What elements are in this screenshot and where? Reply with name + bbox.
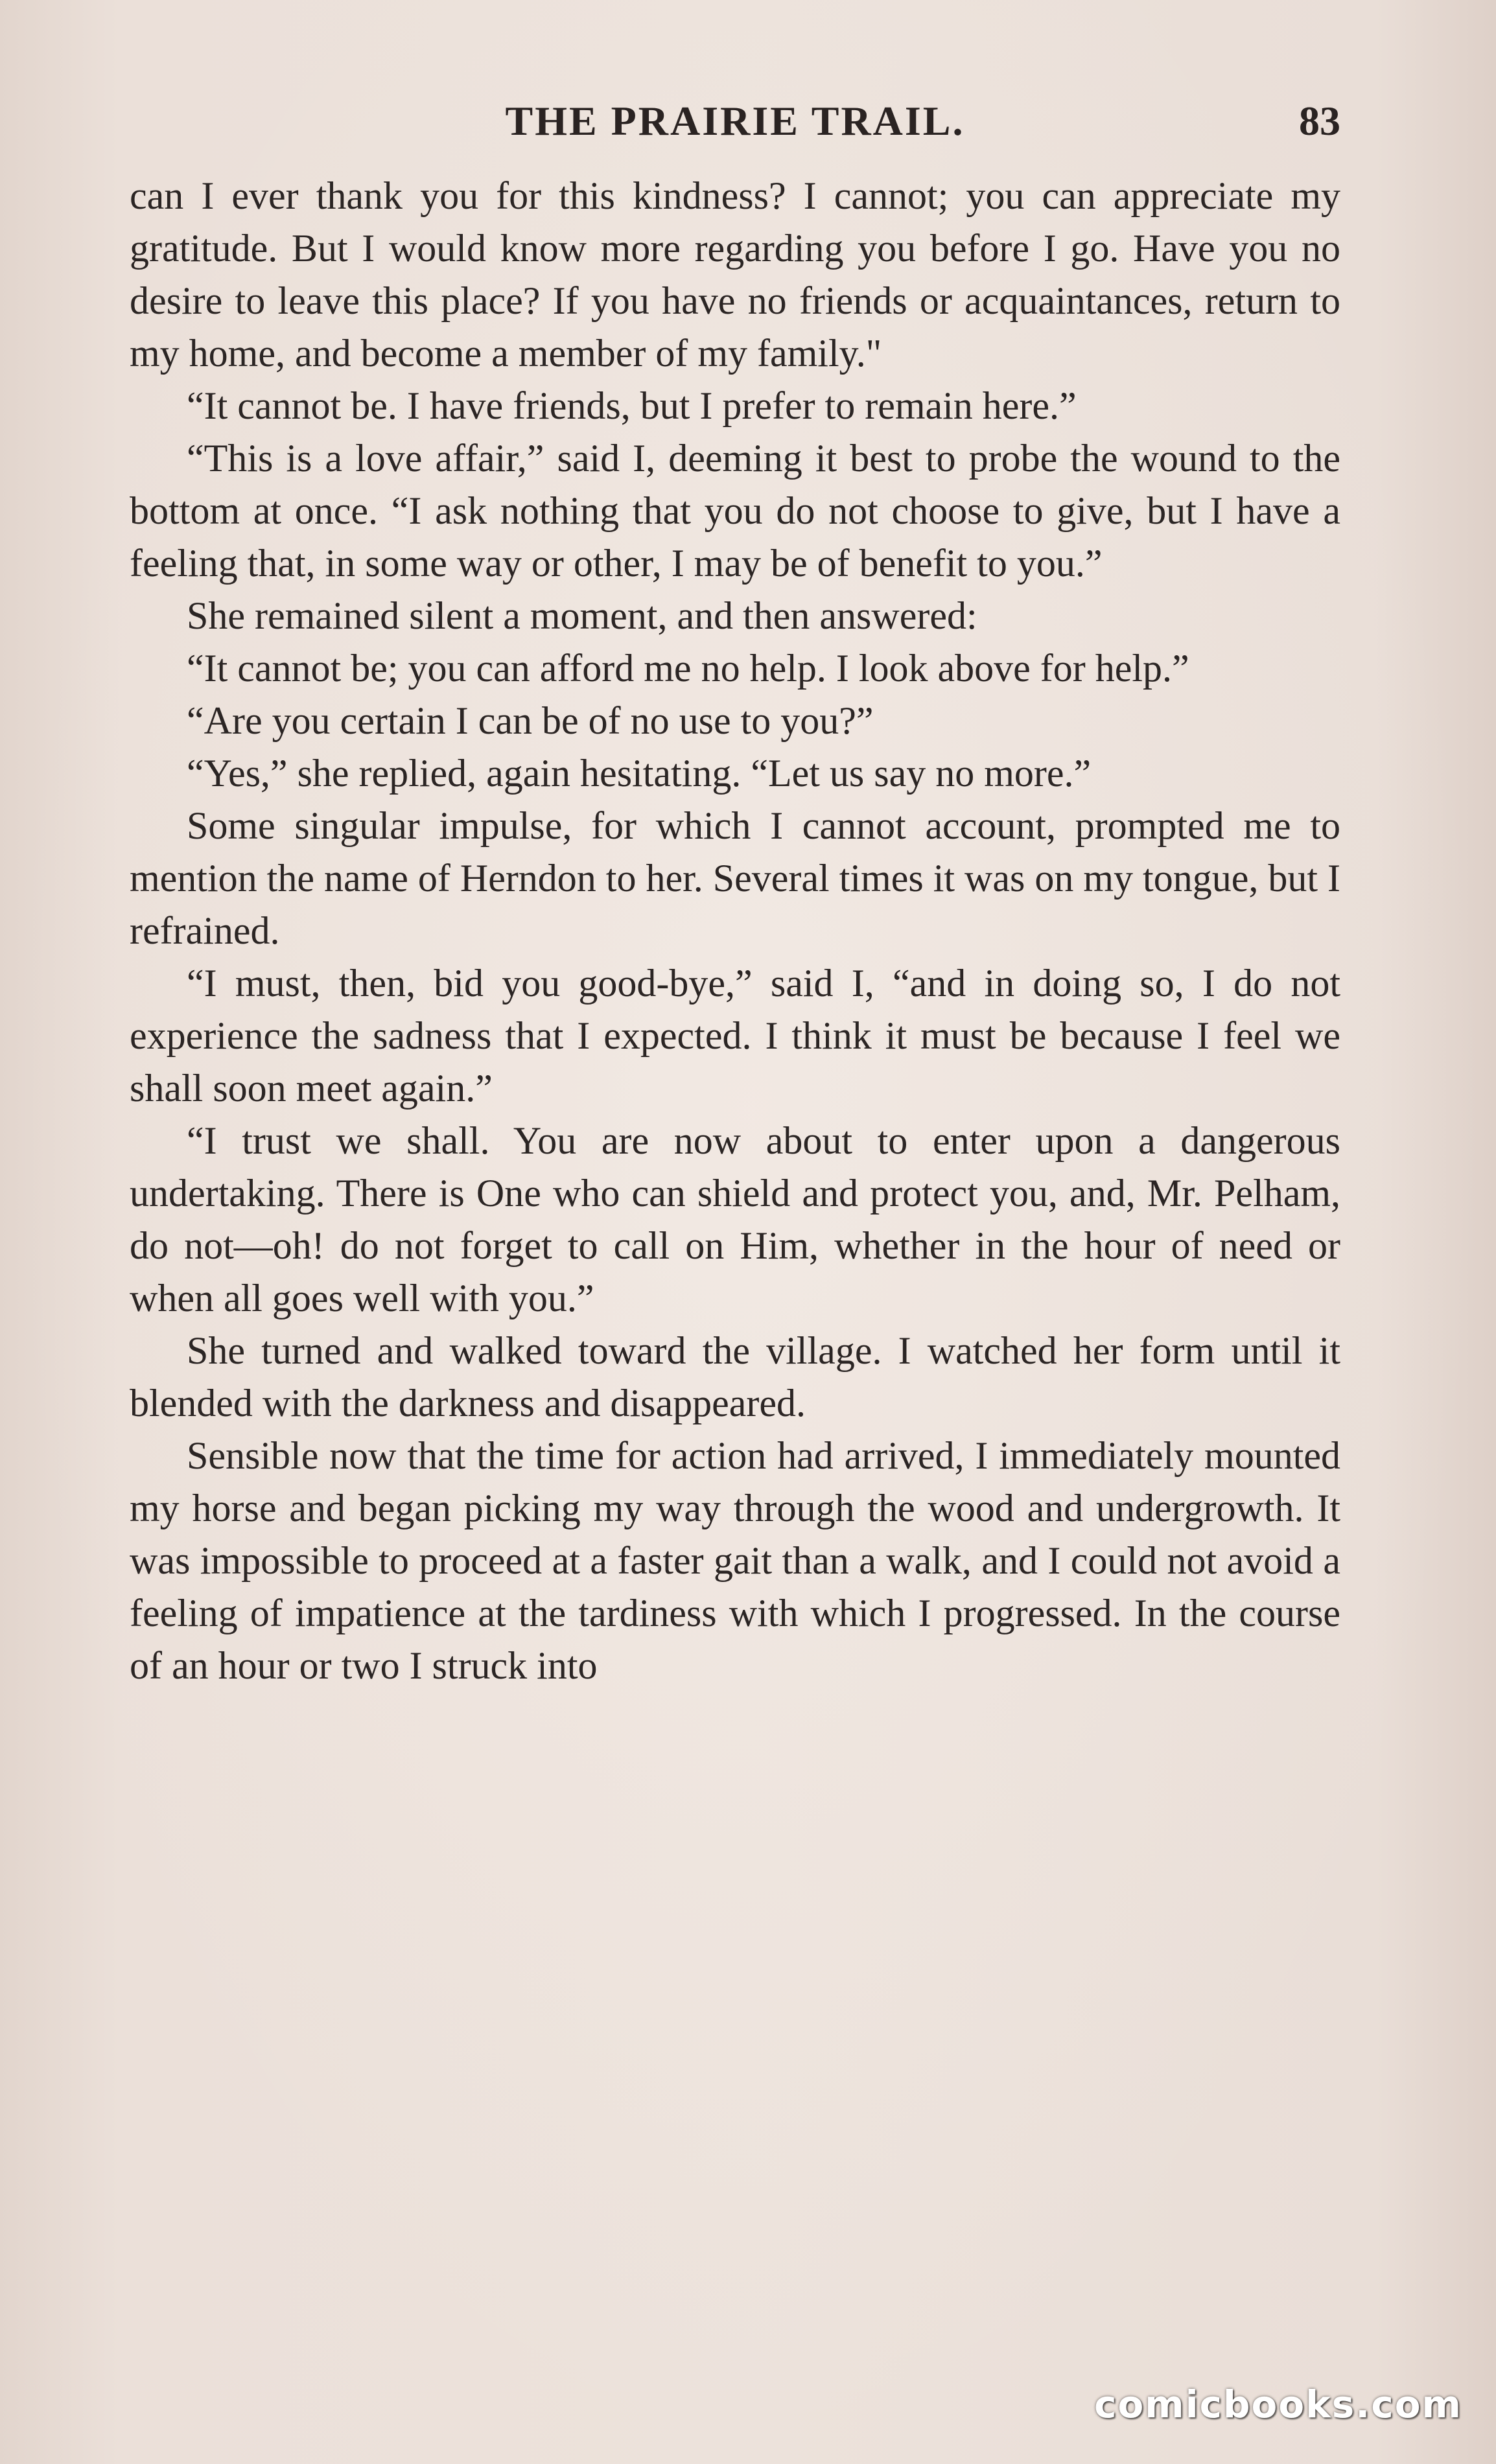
paragraph-9: “I must, then, bid you good-bye,” said I, “and in doing so, I do not experience the sadness that I expected. I think it must be because I feel we shall soon meet again.”: [130, 962, 1340, 1110]
paragraph-6: “Are you certain I can be of no use to you?”: [187, 699, 874, 742]
running-title: THE PRAIRIE TRAIL.: [505, 98, 965, 144]
paragraph-11: She turned and walked toward the village. I watched her form until it blended with the darkness and disappeared.: [130, 1329, 1340, 1424]
paragraph-4: She remained silent a moment, and then answered:: [187, 594, 977, 637]
paragraph-3: “This is a love affair,” said I, deeming it best to probe the wound to the bottom at once. “I ask nothing that you do not choose to give, but I have a feeling that, in some way or other, I may be of benefit to you.”: [130, 437, 1340, 585]
paragraph-12: Sensible now that the time for action had arrived, I immediately mounted my horse and began picking my way through the wood and undergrowth. It was impossible to proceed at a faster gait than a walk, and I could not avoid a feeling of impatience at the tardiness with which I progressed. In the course of an hour or two I struck into: [130, 1434, 1340, 1687]
paragraph-8: Some singular impulse, for which I cannot account, prompted me to mention the name of Herndon to her. Several times it was on my tongue, but I refrained.: [130, 804, 1340, 952]
paragraph-1: can I ever thank you for this kindness? I cannot; you can appreciate my gratitude. But I would know more regarding you before I go. Have you no desire to leave this place? If you have no friends or acquaintances, return to my home, and become a member of my family.": [130, 174, 1340, 375]
source-watermark: comicbooks.com: [1094, 2382, 1462, 2426]
body-text: [130, 170, 1340, 1692]
paragraph-2: “It cannot be. I have friends, but I prefer to remain here.”: [187, 384, 1077, 427]
page-header: [130, 97, 1340, 156]
paragraph-7: “Yes,” she replied, again hesitating. “Let us say no more.”: [187, 752, 1092, 795]
paragraph-10: “I trust we shall. You are now about to enter upon a dangerous undertaking. There is One who can shield and protect you, and, Mr. Pelham, do not—oh! do not forget to call on Him, whether in the hour of need or when all goes well with you.”: [130, 1119, 1340, 1319]
paragraph-5: “It cannot be; you can afford me no help. I look above for help.”: [187, 647, 1189, 690]
page-number: 83: [1299, 98, 1340, 144]
